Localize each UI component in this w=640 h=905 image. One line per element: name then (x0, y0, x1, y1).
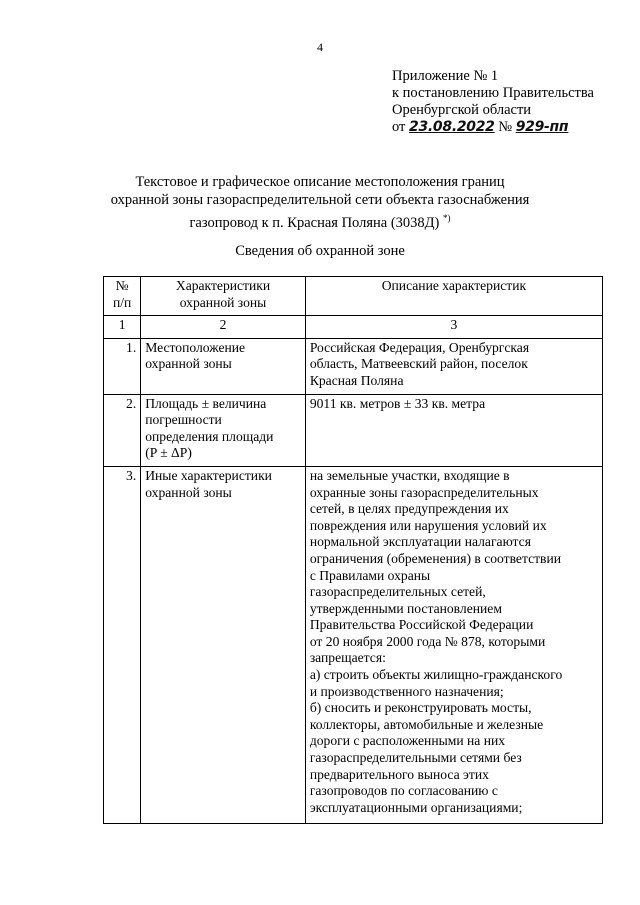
description-line: дороги с расположенными на них (309, 733, 506, 749)
description-line: Российская Федерация, Оренбургская (309, 339, 530, 355)
row-description (305, 394, 602, 466)
characteristic-line: охранной зоны (145, 484, 232, 500)
characteristic-line: (P ± ΔP) (145, 445, 192, 461)
row-number: 2. (104, 394, 141, 466)
header-num-line-2: п/п (112, 294, 132, 310)
characteristic-line: определения площади (145, 428, 274, 444)
characteristic-line: охранной зоны (145, 356, 232, 372)
description-line: предварительного выноса этих (309, 766, 489, 782)
column-number: 3 (305, 316, 602, 339)
footnote-mark: *) (443, 213, 451, 223)
description-line: газораспределительных сетей, (309, 584, 486, 600)
description-line: утвержденными постановлением (309, 600, 502, 616)
row-characteristic (141, 466, 306, 823)
header-characteristics (141, 277, 306, 316)
description-line: коллекторы, автомобильные и железные (309, 716, 544, 732)
protection-zone-table (103, 276, 603, 824)
date-prefix: от (392, 119, 406, 135)
description-line: охранные зоны газораспределительных (309, 484, 539, 500)
description-line: запрещается: (309, 650, 386, 666)
description-line: сетей, в целях предупреждения их (309, 501, 509, 517)
header-description: Описание характеристик (305, 277, 602, 316)
column-number: 2 (141, 316, 306, 339)
description-line: от 20 ноября 2000 года № 878, которыми (309, 633, 546, 649)
handwritten-number: 929-пп (515, 119, 569, 135)
header-char-line-1: Характеристики (175, 278, 271, 293)
row-number: 1. (104, 338, 141, 394)
row-number: 3. (104, 466, 141, 823)
characteristic-line: Иные характеристики (145, 467, 272, 483)
characteristic-line: погрешности (145, 412, 222, 428)
row-characteristic (141, 338, 306, 394)
description-line: нормальной эксплуатации налагаются (309, 534, 531, 550)
characteristic-line: Местоположение (145, 339, 246, 355)
description-line: на земельные участки, входящие в (309, 467, 510, 483)
description-line: и производственного назначения; (309, 683, 504, 699)
column-number: 1 (104, 316, 141, 339)
table-header-row (104, 277, 603, 316)
document-title (0, 173, 640, 232)
description-line: газораспределительными сетями без (309, 750, 522, 766)
header-char-line-2: охранной зоны (179, 294, 267, 310)
header-num (104, 277, 141, 316)
handwritten-date: 23.08.2022 (409, 119, 495, 135)
number-prefix: № (498, 119, 513, 135)
row-description (305, 338, 602, 394)
description-line: повреждения или нарушения условий их (309, 517, 547, 533)
table-row (104, 394, 603, 466)
description-line: а) строить объекты жилищно-гражданского (309, 667, 563, 683)
section-subtitle: Сведения об охранной зоне (235, 243, 405, 259)
page-number: 4 (317, 40, 323, 54)
description-line: 9011 кв. метров ± 33 кв. метра (309, 395, 486, 411)
description-line: эксплуатационными организациями; (309, 799, 523, 815)
appendix-line-1: Приложение № 1 (392, 68, 499, 84)
title-line-3-text: газопровод к п. Красная Поляна (3038Д) (189, 214, 440, 231)
description-line: Красная Поляна (309, 372, 404, 388)
column-number-row (104, 316, 603, 339)
description-line: область, Матвеевский район, поселок (309, 356, 528, 372)
row-description (305, 466, 602, 823)
table-row (104, 338, 603, 394)
header-num-line-1: № (115, 278, 129, 293)
description-line: газопроводов по согласованию с (309, 783, 498, 799)
appendix-date-line (392, 119, 594, 136)
description-line: Правительства Российской Федерации (309, 617, 534, 633)
row-characteristic (141, 394, 306, 466)
title-line-2: охранной зоны газораспределительной сети объекта газоснабжения (110, 192, 530, 208)
description-line: с Правилами охраны (309, 567, 431, 583)
appendix-line-2: к постановлению Правительства (392, 85, 594, 101)
appendix-line-3: Оренбургской области (392, 102, 532, 118)
table-row (104, 466, 603, 823)
title-line-3 (0, 209, 640, 232)
title-line-1: Текстовое и графическое описание местоположения границ (135, 174, 505, 190)
characteristic-line: Площадь ± величина (145, 395, 267, 411)
appendix-block (392, 68, 594, 136)
description-line: б) сносить и реконструировать мосты, (309, 700, 532, 716)
description-line: ограничения (обременения) в соответствии (309, 550, 562, 566)
